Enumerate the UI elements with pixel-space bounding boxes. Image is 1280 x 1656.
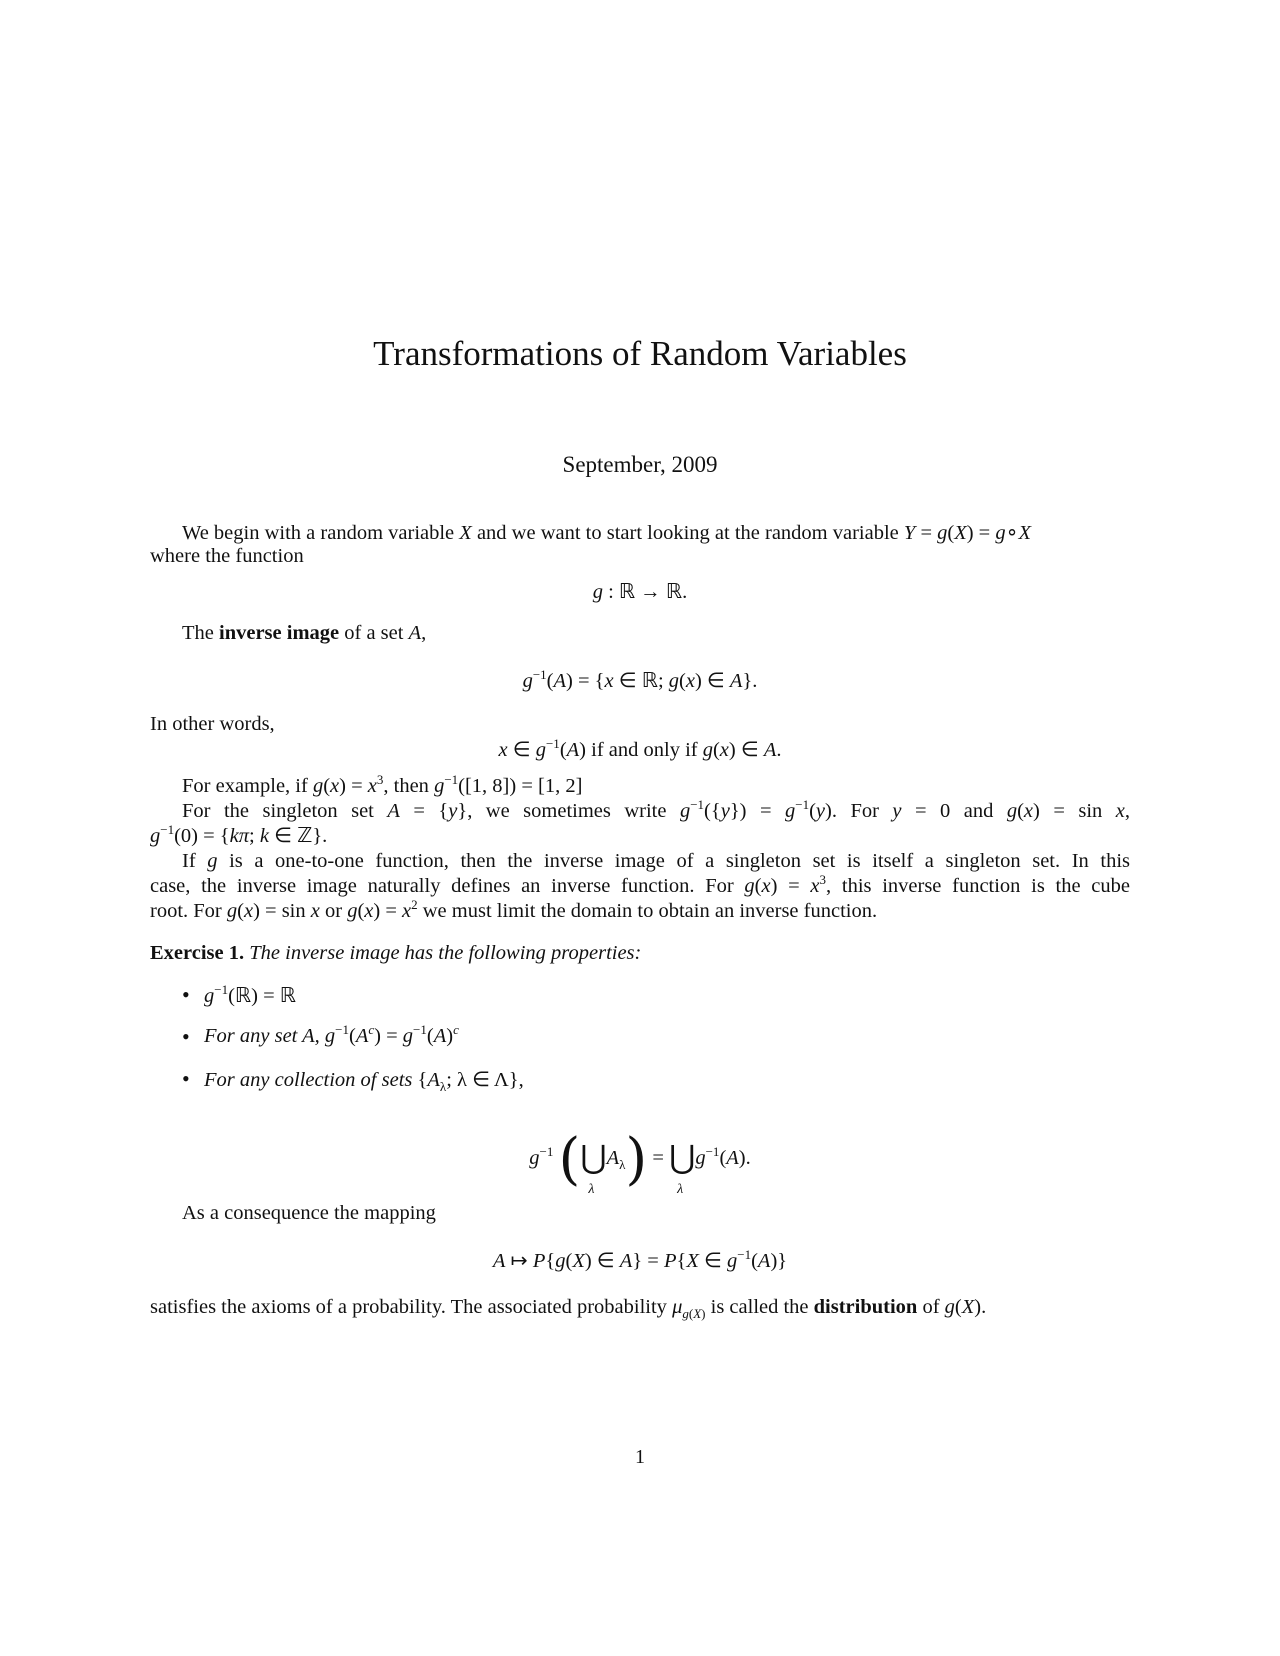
exercise-text: The inverse image has the following properties: [249, 942, 642, 964]
bullet-2: For any set A, $g^{-1}(A^c) = g^{-1}(A)^c$ [204, 1022, 459, 1047]
singleton-line-1: For the singleton set A = {y}, we sometimes write $g^{-1}(\{y\}) = g^{-1}(y)$. For y = 0 and g(x) = sin x, [182, 797, 1130, 822]
display-inverse-definition: $g^{-1}(A) = \{x$ ∈ ℝ; g(x) ∈ A}. [522, 667, 758, 692]
inverse-image-sentence: The inverse image of a set A, [182, 622, 427, 644]
oneone-line-1: If g is a one-to-one function, then the inverse image of a singleton set is itself a singleton set. In this [182, 850, 1131, 872]
bullet-3-dot: • [182, 1066, 190, 1091]
bullet-1-dot: • [182, 982, 190, 1007]
bullet-3: For any collection of sets {$A_\lambda$; λ ∈ Λ}, [204, 1069, 524, 1094]
display-union: $g^{-1}$ (⋃ λ $A_\lambda$) = ⋃ λ $g^{-1}(A)$. [529, 1127, 751, 1197]
display-function: g : ℝ → ℝ. [592, 581, 688, 603]
exercise-heading [150, 941, 641, 966]
page-number: 1 [635, 1446, 645, 1468]
final-sentence: satisfies the axioms of a probability. The associated probability $\mu_{g(X)}$ is called the distribution of g(X). [150, 1296, 987, 1321]
intro-line-1: We begin with a random variable X and we want to start looking at the random variable Y = g(X) = g∘X [182, 522, 1031, 544]
paper-date: September, 2009 [562, 452, 718, 477]
paper-title: Transformations of Random Variables [373, 334, 907, 373]
bullet-1: $g^{-1}(ℝ)$ = ℝ [204, 982, 297, 1007]
exercise-label: Exercise 1. [150, 942, 245, 964]
intro-line-2: where the function [150, 545, 304, 567]
display-mapping: A ↦ P{g(X) ∈ A} = P{X ∈ $g^{-1}(A)$} [492, 1247, 788, 1272]
singleton-line-2: $g^{-1}(0) = \{k\pi$; k ∈ ℤ}. [150, 822, 328, 847]
bullet-2-dot: • [182, 1024, 190, 1049]
consequence: As a consequence the mapping [182, 1202, 436, 1224]
display-iff: x ∈ $g^{-1}(A)$ if and only if g(x) ∈ A. [498, 736, 782, 761]
distribution-term: distribution [813, 1296, 918, 1318]
inverse-image-term: inverse image [219, 622, 340, 644]
oneone-line-3: root. For g(x) = sin x or $g(x) = x^2$ we must limit the domain to obtain an inverse function. [150, 897, 878, 922]
example-line: For example, if $g(x) = x^3$, then $g^{-1}([1$, 8]) = [1, 2] [182, 772, 583, 797]
oneone-line-2: case, the inverse image naturally defines an inverse function. For $g(x) = x^3$, this inverse function is the cube [150, 872, 1130, 897]
other-words: In other words, [150, 713, 275, 735]
